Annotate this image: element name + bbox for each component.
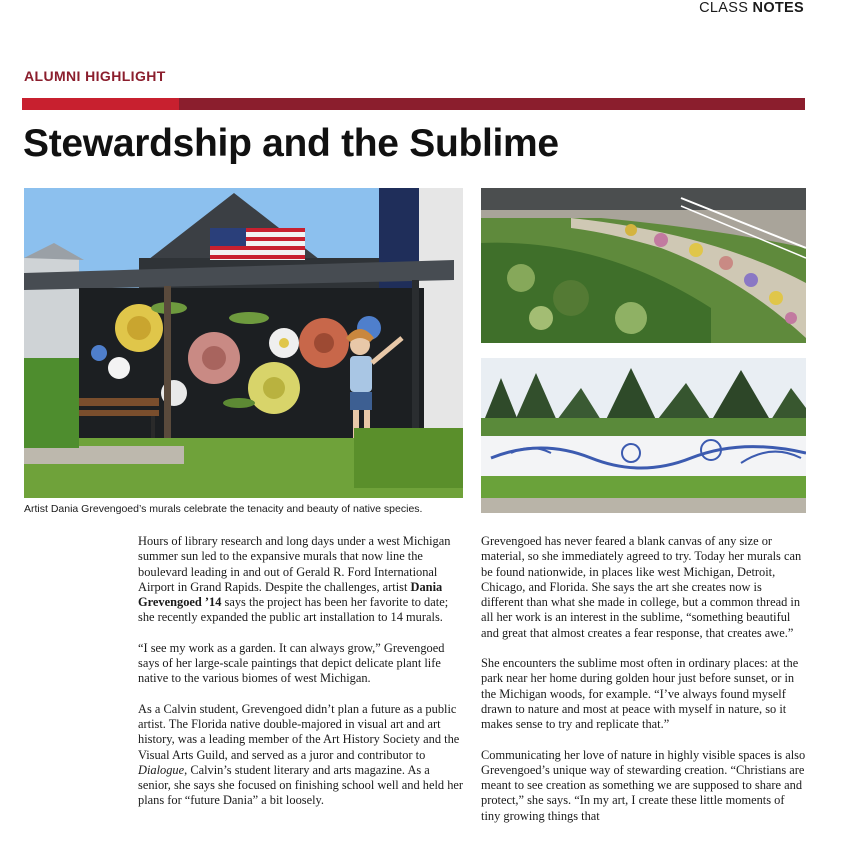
section-name-bold: NOTES (752, 0, 804, 16)
paragraph: Hours of library research and long days under a west Michigan summer sun led to the expansive murals that now line the boulevard leading in and out of Gerald R. Ford International Airport in Grand Rapids. Despite the challenges, artist Dania Grevengoed ’14 says the project has been her favorite to date; she recently expanded the public art installation to 14 murals. (138, 534, 451, 625)
divider-accent (22, 98, 179, 110)
alumna-name: Dania Grevengoed ’14 (138, 579, 443, 610)
divider-rule (22, 98, 805, 110)
paragraph: Communicating her love of nature in highly visible spaces is also Grevengoed’s unique way of stewarding creation. “Christians are meant to see creation as something we are supposed to share and protect,” she says. “In my art, I create these little moments of tiny growing things that (481, 747, 806, 823)
wall-mural-photo (481, 358, 806, 513)
section-name-light: CLASS (699, 0, 749, 16)
garden-aerial-photo (481, 188, 806, 343)
category-label: ALUMNI HIGHLIGHT (24, 68, 166, 84)
mural-photo (24, 188, 463, 498)
paragraph: “I see my work as a garden. It can always grow,” Grevengoed says of her large-scale paintings that depict delicate plant life native to the various biomes of west Michigan. (138, 640, 445, 686)
article-column-left (138, 534, 464, 824)
paragraph: Grevengoed has never feared a blank canvas of any size or material, so she immediately agreed to try. Today her murals can be found nationwide, in places like west Michigan, Detroit, Chicago, and Florida. She says the art she creates now is different than what she made in college, but a common thread in all her work is an interest in the sublime, “something beautiful and great that almost creates a fear response, that creates awe.” (481, 534, 802, 640)
article-column-right (481, 534, 806, 839)
magazine-title: Dialogue (138, 762, 185, 777)
article-title: Stewardship and the Sublime (23, 122, 559, 165)
photo-caption: Artist Dania Grevengoed’s murals celebrate the tenacity and beauty of native species. (24, 503, 423, 515)
paragraph: As a Calvin student, Grevengoed didn’t plan a future as a public artist. The Florida native double-majored in visual art and art history, was a leading member of the Art History Society and the Visual Arts Guild, and served as a juror and contributor to Dialogue, Calvin’s student literary and arts magazine. As a senior, she says she focused on finishing school well and held her plans for “future Dania” a bit loosely. (138, 701, 464, 808)
running-head (699, 0, 804, 16)
divider-main (179, 98, 805, 110)
paragraph: She encounters the sublime most often in ordinary places: at the park near her home during golden hour just before sunset, or in the Michigan woods, for example. “I’ve always found myself drawn to nature and most at peace with myself in nature, so it makes sense to try and replicate that.” (481, 656, 799, 732)
